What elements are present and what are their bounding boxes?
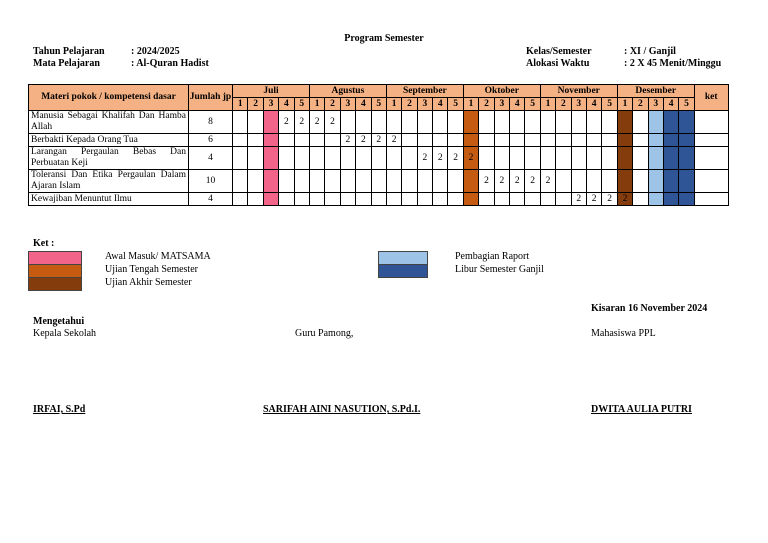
alokasi-value: : 2 X 45 Menit/Minggu — [624, 58, 722, 69]
week-cell — [586, 170, 601, 193]
week-cell — [279, 147, 294, 170]
week-cell — [663, 134, 678, 147]
week-cell — [586, 134, 601, 147]
tahun-label: Tahun Pelajaran — [33, 46, 105, 57]
week-cell — [294, 193, 309, 206]
week-cell — [479, 111, 494, 134]
ket-cell — [694, 170, 728, 193]
mahasiswa-role: Mahasiswa PPL — [591, 328, 656, 339]
header-week: 5 — [525, 98, 540, 111]
week-cell — [325, 193, 340, 206]
guru-role: Guru Pamong, — [295, 328, 354, 339]
header-materi: Materi pokok / kompetensi dasar — [29, 85, 189, 111]
week-cell — [309, 147, 324, 170]
jp-cell: 8 — [189, 111, 233, 134]
week-cell: 2 — [602, 193, 617, 206]
header-week: 1 — [386, 98, 401, 111]
week-cell — [433, 170, 448, 193]
week-cell — [556, 147, 571, 170]
week-cell: 2 — [571, 193, 586, 206]
week-cell — [648, 193, 663, 206]
header-week: 5 — [679, 98, 694, 111]
week-cell: 2 — [448, 147, 463, 170]
week-cell — [586, 147, 601, 170]
week-cell — [248, 193, 263, 206]
header-week: 3 — [417, 98, 432, 111]
header-month: September — [386, 85, 463, 98]
header-week: 5 — [371, 98, 386, 111]
week-cell — [340, 193, 355, 206]
week-cell — [294, 147, 309, 170]
week-cell — [571, 170, 586, 193]
header-left — [33, 46, 209, 70]
mengetahui-label: Mengetahui — [33, 316, 85, 327]
week-cell: 2 — [494, 170, 509, 193]
week-cell — [325, 170, 340, 193]
week-cell — [433, 193, 448, 206]
header-week: 3 — [263, 98, 278, 111]
week-cell — [571, 111, 586, 134]
week-cell — [479, 134, 494, 147]
header-week: 4 — [586, 98, 601, 111]
week-cell — [663, 193, 678, 206]
week-cell — [494, 147, 509, 170]
week-cell — [602, 134, 617, 147]
legend-swatch-awal — [28, 251, 82, 265]
week-cell: 2 — [309, 111, 324, 134]
header-week: 1 — [233, 98, 248, 111]
week-cell — [448, 170, 463, 193]
week-cell: 2 — [433, 147, 448, 170]
tahun-value: : 2024/2025 — [131, 46, 180, 57]
materi-cell: Larangan Pergaulan Bebas Dan Perbuatan Keji — [29, 147, 189, 170]
week-cell — [233, 170, 248, 193]
header-jumlah: Jumlah jp — [189, 85, 233, 111]
week-cell — [279, 134, 294, 147]
week-cell: 2 — [356, 134, 371, 147]
week-cell — [248, 111, 263, 134]
header-week: 4 — [279, 98, 294, 111]
page-title: Program Semester — [344, 33, 424, 44]
header-week: 5 — [294, 98, 309, 111]
header-week: 4 — [663, 98, 678, 111]
week-cell — [371, 170, 386, 193]
week-cell — [540, 134, 555, 147]
week-cell — [633, 134, 648, 147]
week-cell: 2 — [279, 111, 294, 134]
legend-title: Ket : — [33, 238, 55, 249]
week-cell — [525, 134, 540, 147]
week-cell — [340, 111, 355, 134]
header-week: 3 — [340, 98, 355, 111]
week-cell — [633, 193, 648, 206]
header-week: 1 — [540, 98, 555, 111]
week-cell — [510, 147, 525, 170]
week-cell — [263, 134, 278, 147]
header-week: 2 — [248, 98, 263, 111]
guru-name: SARIFAH AINI NASUTION, S.Pd.I. — [263, 404, 421, 415]
week-cell — [648, 147, 663, 170]
week-cell — [325, 134, 340, 147]
week-cell — [510, 111, 525, 134]
week-cell — [294, 134, 309, 147]
kelas-label: Kelas/Semester — [526, 46, 592, 57]
week-cell: 2 — [586, 193, 601, 206]
place-date: Kisaran 16 November 2024 — [591, 303, 708, 314]
header-week: 2 — [633, 98, 648, 111]
kepala-name: IRFAI, S.Pd — [33, 404, 86, 415]
week-cell — [525, 193, 540, 206]
jp-cell: 6 — [189, 134, 233, 147]
header-week: 5 — [448, 98, 463, 111]
week-cell — [510, 134, 525, 147]
legend-label-raport: Pembagian Raport — [455, 251, 530, 262]
header-week: 3 — [571, 98, 586, 111]
week-cell — [463, 134, 478, 147]
week-cell: 2 — [325, 111, 340, 134]
header-week: 2 — [479, 98, 494, 111]
week-cell — [417, 111, 432, 134]
legend-label-libur: Libur Semester Ganjil — [455, 264, 544, 275]
table-row — [29, 134, 729, 147]
week-cell — [233, 193, 248, 206]
week-cell — [402, 134, 417, 147]
materi-cell: Berbakti Kepada Orang Tua — [29, 134, 189, 147]
week-cell — [433, 134, 448, 147]
week-cell — [340, 147, 355, 170]
week-cell — [417, 134, 432, 147]
week-cell — [633, 170, 648, 193]
week-cell: 2 — [294, 111, 309, 134]
ket-cell — [694, 134, 728, 147]
header-right — [526, 46, 721, 70]
week-cell — [633, 147, 648, 170]
legend-swatch-uts — [28, 264, 82, 278]
header-week: 1 — [309, 98, 324, 111]
week-cell — [233, 134, 248, 147]
week-cell — [371, 147, 386, 170]
kelas-value: : XI / Ganjil — [624, 46, 676, 57]
alokasi-label: Alokasi Waktu — [526, 58, 590, 69]
header-week: 4 — [433, 98, 448, 111]
week-cell — [510, 193, 525, 206]
week-cell — [679, 193, 694, 206]
header-week: 2 — [556, 98, 571, 111]
legend-label-uts: Ujian Tengah Semester — [105, 264, 198, 275]
week-cell: 2 — [617, 193, 632, 206]
week-cell — [279, 193, 294, 206]
week-cell — [263, 193, 278, 206]
mahasiswa-name: DWITA AULIA PUTRI — [591, 404, 692, 415]
week-cell — [263, 111, 278, 134]
week-cell — [540, 193, 555, 206]
week-cell — [402, 111, 417, 134]
ket-cell — [694, 147, 728, 170]
week-cell — [248, 134, 263, 147]
week-cell — [633, 111, 648, 134]
week-cell — [279, 170, 294, 193]
header-month: Oktober — [463, 85, 540, 98]
materi-cell: Kewajiban Menuntut Ilmu — [29, 193, 189, 206]
week-cell: 2 — [386, 134, 401, 147]
week-cell — [309, 134, 324, 147]
header-ket: ket — [694, 85, 728, 111]
week-cell — [525, 147, 540, 170]
program-semester-table — [28, 84, 729, 206]
week-cell — [648, 111, 663, 134]
week-cell — [417, 170, 432, 193]
week-cell — [463, 170, 478, 193]
week-cell — [356, 170, 371, 193]
week-cell — [602, 111, 617, 134]
kepala-role: Kepala Sekolah — [33, 328, 97, 339]
week-cell — [556, 193, 571, 206]
week-cell — [386, 147, 401, 170]
week-cell — [294, 170, 309, 193]
week-cell — [494, 193, 509, 206]
week-cell — [679, 111, 694, 134]
week-cell — [386, 111, 401, 134]
header-month: Agustus — [309, 85, 386, 98]
legend-swatch-raport — [378, 251, 428, 265]
week-cell: 2 — [417, 147, 432, 170]
materi-cell: Toleransi Dan Etika Pergaulan Dalam Ajaran Islam — [29, 170, 189, 193]
week-cell: 2 — [540, 170, 555, 193]
week-cell — [479, 193, 494, 206]
header-month: Juli — [233, 85, 310, 98]
week-cell — [325, 147, 340, 170]
week-cell — [402, 170, 417, 193]
week-cell — [356, 193, 371, 206]
mapel-value: : Al-Quran Hadist — [131, 58, 209, 69]
week-cell — [263, 147, 278, 170]
header-week: 2 — [325, 98, 340, 111]
table-row — [29, 170, 729, 193]
table-row — [29, 147, 729, 170]
week-cell — [556, 134, 571, 147]
week-cell — [248, 147, 263, 170]
ket-cell — [694, 193, 728, 206]
week-cell — [540, 111, 555, 134]
week-cell: 2 — [525, 170, 540, 193]
week-cell — [556, 111, 571, 134]
header-week: 4 — [356, 98, 371, 111]
week-cell — [448, 193, 463, 206]
week-cell — [617, 111, 632, 134]
week-cell: 2 — [479, 170, 494, 193]
week-cell — [663, 170, 678, 193]
week-cell — [617, 170, 632, 193]
week-cell: 2 — [371, 134, 386, 147]
week-cell — [617, 134, 632, 147]
week-cell — [602, 170, 617, 193]
week-cell — [571, 147, 586, 170]
week-cell — [679, 147, 694, 170]
header-week: 3 — [648, 98, 663, 111]
header-week: 1 — [617, 98, 632, 111]
week-cell — [679, 170, 694, 193]
week-cell — [679, 134, 694, 147]
week-cell — [402, 147, 417, 170]
week-cell — [371, 111, 386, 134]
jp-cell: 4 — [189, 193, 233, 206]
week-cell — [648, 134, 663, 147]
week-cell — [386, 170, 401, 193]
table-row — [29, 193, 729, 206]
legend-label-uas: Ujian Akhir Semester — [105, 277, 192, 288]
week-cell — [648, 170, 663, 193]
week-cell — [586, 111, 601, 134]
header-week: 3 — [494, 98, 509, 111]
week-cell — [525, 111, 540, 134]
mapel-label: Mata Pelajaran — [33, 58, 100, 69]
ket-cell — [694, 111, 728, 134]
header-month: Desember — [617, 85, 694, 98]
week-cell — [233, 147, 248, 170]
week-cell — [263, 170, 278, 193]
week-cell — [356, 111, 371, 134]
week-cell — [663, 147, 678, 170]
week-cell — [463, 193, 478, 206]
header-week: 2 — [402, 98, 417, 111]
week-cell — [448, 111, 463, 134]
week-cell: 2 — [340, 134, 355, 147]
week-cell: 2 — [463, 147, 478, 170]
week-cell — [371, 193, 386, 206]
week-cell — [356, 147, 371, 170]
header-week: 5 — [602, 98, 617, 111]
week-cell — [402, 193, 417, 206]
week-cell — [233, 111, 248, 134]
week-cell — [602, 147, 617, 170]
week-cell — [386, 193, 401, 206]
week-cell — [617, 147, 632, 170]
week-cell — [340, 170, 355, 193]
materi-cell: Manusia Sebagai Khalifah Dan Hamba Allah — [29, 111, 189, 134]
week-cell — [448, 134, 463, 147]
week-cell — [571, 134, 586, 147]
week-cell — [494, 134, 509, 147]
week-cell — [663, 111, 678, 134]
week-cell — [248, 170, 263, 193]
week-cell — [540, 147, 555, 170]
legend-label-awal: Awal Masuk/ MATSAMA — [105, 251, 211, 262]
header-week: 4 — [510, 98, 525, 111]
week-cell — [433, 111, 448, 134]
week-cell — [309, 170, 324, 193]
week-cell — [463, 111, 478, 134]
jp-cell: 10 — [189, 170, 233, 193]
week-cell — [494, 111, 509, 134]
legend-swatch-libur — [378, 264, 428, 278]
week-cell — [417, 193, 432, 206]
header-month: November — [540, 85, 617, 98]
week-cell — [309, 193, 324, 206]
legend-swatch-uas — [28, 277, 82, 291]
week-cell — [556, 170, 571, 193]
header-week: 1 — [463, 98, 478, 111]
jp-cell: 4 — [189, 147, 233, 170]
week-cell: 2 — [510, 170, 525, 193]
table-row — [29, 111, 729, 134]
week-cell — [479, 147, 494, 170]
